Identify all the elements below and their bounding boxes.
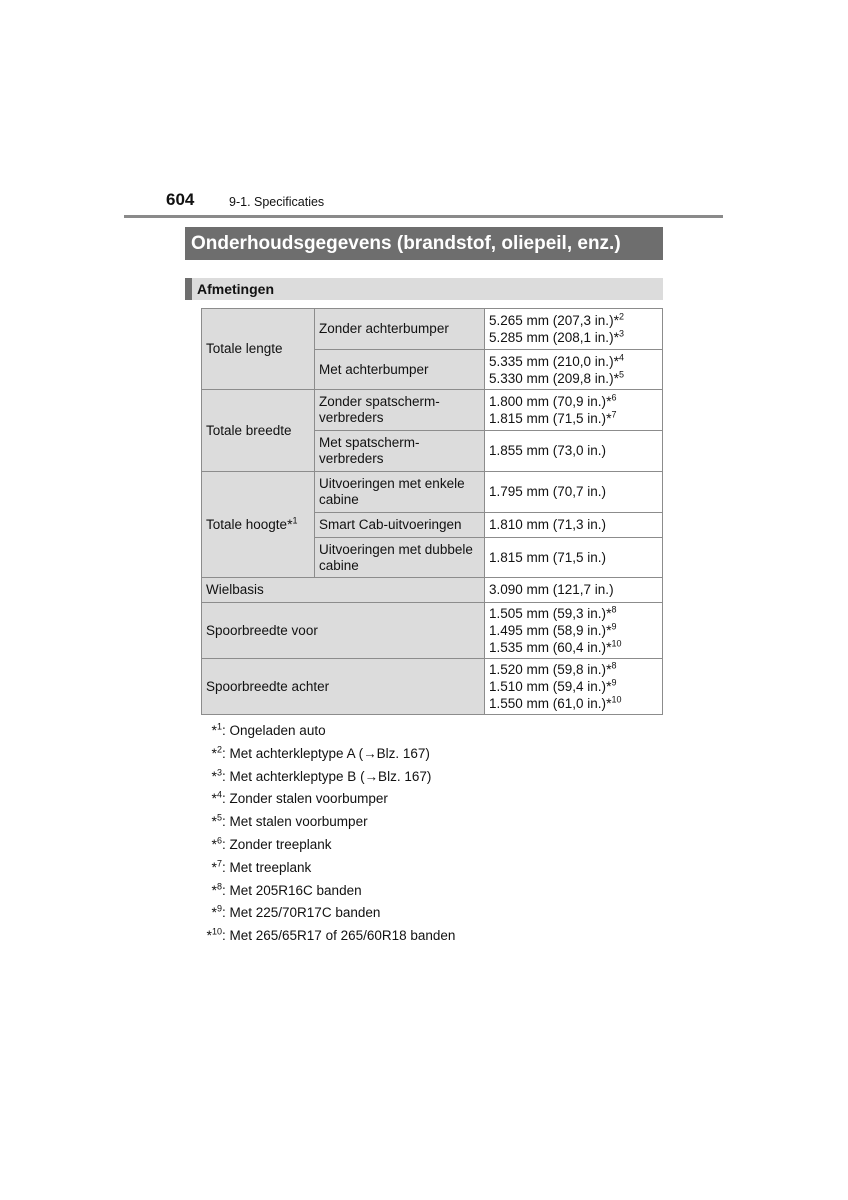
footnote-ref: 9 [611, 677, 617, 688]
sub-label: Smart Cab-uitvoeringen [315, 513, 485, 538]
footnote-ref: 8 [611, 604, 617, 615]
row-label-totale-lengte: Totale lengte [202, 309, 315, 390]
sub-label-line: Zonder spatscherm- [319, 394, 440, 409]
footnote: *$^2$: Met achterkleptype A (→Blz. 167) [211, 744, 430, 761]
value-text: 1.495 mm (58,9 in.) [489, 623, 607, 638]
value-cell: 1.520 mm (59,8 in.)*$^8$ 1.510 mm (59,4 in.)*$^9$ 1.550 mm (61,0 in.)*$^{10}$ [485, 659, 663, 715]
sub-label: Met achterbumper [315, 350, 485, 390]
footnote: *$^{10}$: Met 265/65R17 of 265/60R18 banden [206, 926, 456, 944]
page-number: 604 [166, 190, 195, 209]
row-label-text: Totale hoogte [206, 517, 288, 532]
footnote-ref: 6 [611, 392, 617, 403]
sub-label-line: Uitvoeringen met enkele [319, 476, 465, 491]
footnote-ref: 1 [292, 515, 298, 526]
footnote-ref: 4 [619, 352, 625, 362]
value-text: 5.285 mm (208,1 in.) [489, 330, 614, 345]
table-row [202, 472, 663, 513]
footnote: *$^5$: Met stalen voorbumper [211, 812, 368, 830]
value-text: 1.800 mm (70,9 in.) [489, 394, 607, 409]
sub-label: Zonder achterbumper [315, 309, 485, 350]
row-label-totale-breedte: Totale breedte [202, 390, 315, 472]
table-row [202, 578, 663, 603]
footnote: *$^1$: Ongeladen auto [211, 721, 326, 738]
row-label-spoorbreedte-achter: Spoorbreedte achter [202, 659, 485, 715]
value-cell: 5.335 mm (210,0 in.)*$^4$ 5.330 mm (209,8 in.)*$^5$ [485, 350, 663, 390]
dimensions-table [201, 308, 663, 715]
footnote-number: 8 [216, 881, 222, 892]
footnote-number: 1 [216, 721, 222, 732]
value-cell: 1.505 mm (59,3 in.)*$^8$ 1.495 mm (58,9 in.)*$^9$ 1.535 mm (60,4 in.)*$^{10}$ [485, 603, 663, 659]
value-text: 1.815 mm (71,5 in.) [489, 411, 607, 426]
footnote-number: 3 [216, 767, 222, 778]
footnote-text: : Met achterkleptype A (→Blz. 167) [222, 745, 430, 761]
footnote-number: 2 [216, 744, 222, 755]
row-label-totale-hoogte: Totale hoogte*$^1$ [202, 472, 315, 578]
footnote-ref: 8 [611, 660, 617, 671]
footnote-number: 7 [216, 858, 222, 869]
row-label-wielbasis: Wielbasis [202, 578, 485, 603]
footnote-ref: 10 [611, 638, 622, 649]
footnote-ref: 3 [619, 328, 625, 339]
value-text: 5.330 mm (209,8 in.) [489, 370, 614, 386]
sub-label-line: Met spatscherm- [319, 435, 420, 450]
value-text: 5.265 mm (207,3 in.) [489, 313, 614, 328]
footnote: *$^7$: Met treeplank [211, 858, 312, 875]
value-cell: 1.810 mm (71,3 in.) [485, 513, 663, 538]
footnote-number: 10 [211, 926, 222, 937]
footnote: *$^6$: Zonder treeplank [211, 835, 332, 852]
footnote-number: 9 [216, 903, 222, 914]
footnotes-list [195, 719, 455, 947]
sub-label-line: verbreders [319, 451, 384, 466]
footnote-ref: 2 [619, 311, 625, 322]
value-text: 1.510 mm (59,4 in.) [489, 679, 607, 694]
footnote: *$^8$: Met 205R16C banden [211, 881, 362, 898]
table-row [202, 309, 663, 350]
footnote-ref: 5 [619, 369, 625, 379]
section-label: 9-1. Specificaties [229, 195, 325, 209]
footnote-text: : Met stalen voorbumper [222, 814, 368, 830]
footnote-ref: 7 [611, 409, 617, 420]
row-label-spoorbreedte-voor: Spoorbreedte voor [202, 603, 485, 659]
footnote-number: 4 [216, 789, 222, 800]
table-row [202, 390, 663, 431]
footnote-text: : Met 205R16C banden [222, 882, 362, 898]
footnote-text: : Zonder stalen voorbumper [222, 791, 388, 807]
footnote-number: 6 [216, 835, 222, 846]
sub-label [315, 538, 485, 578]
footnote-text: : Zonder treeplank [222, 836, 332, 852]
sub-label [315, 472, 485, 513]
table-row [202, 603, 663, 659]
sub-label-line: Uitvoeringen met dubbele [319, 541, 473, 557]
value-cell: 1.795 mm (70,7 in.) [485, 472, 663, 513]
page-title: Onderhoudsgegevens (brandstof, oliepeil, enz.) [185, 227, 663, 260]
table-row [202, 659, 663, 715]
header-divider [124, 215, 723, 218]
value-text: 5.335 mm (210,0 in.) [489, 353, 614, 369]
footnote-text: : Met 225/70R17C banden [222, 905, 381, 921]
footnote-text: : Met achterkleptype B (→Blz. 167) [222, 768, 432, 784]
value-cell: 1.800 mm (70,9 in.)*$^6$ 1.815 mm (71,5 in.)*$^7$ [485, 390, 663, 431]
sub-label-line: cabine [319, 492, 359, 507]
value-cell: 1.815 mm (71,5 in.) [485, 538, 663, 578]
value-text: 1.535 mm (60,4 in.) [489, 640, 607, 655]
sub-label-line: cabine [319, 557, 359, 573]
value-text: 1.520 mm (59,8 in.) [489, 662, 607, 677]
footnote-ref: 9 [611, 621, 617, 632]
footnote-text: : Met 265/65R17 of 265/60R18 banden [222, 928, 456, 944]
value-text: 1.550 mm (61,0 in.) [489, 696, 607, 711]
value-cell: 3.090 mm (121,7 in.) [485, 578, 663, 603]
sub-label [315, 390, 485, 431]
footnote: *$^4$: Zonder stalen voorbumper [211, 789, 388, 807]
footnote-number: 5 [216, 812, 222, 823]
sub-label-line: verbreders [319, 410, 384, 425]
value-cell: 5.265 mm (207,3 in.)*$^2$ 5.285 mm (208,1 in.)*$^3$ [485, 309, 663, 350]
sub-label [315, 431, 485, 472]
footnote-text: : Met treeplank [222, 859, 312, 875]
footnote-text: : Ongeladen auto [222, 723, 326, 738]
footnote: *$^3$: Met achterkleptype B (→Blz. 167) [211, 767, 432, 784]
value-cell: 1.855 mm (73,0 in.) [485, 431, 663, 472]
footnote: *$^9$: Met 225/70R17C banden [211, 903, 381, 921]
value-text: 1.505 mm (59,3 in.) [489, 606, 607, 621]
footnote-ref: 10 [611, 694, 622, 705]
section-heading: Afmetingen [185, 278, 663, 300]
